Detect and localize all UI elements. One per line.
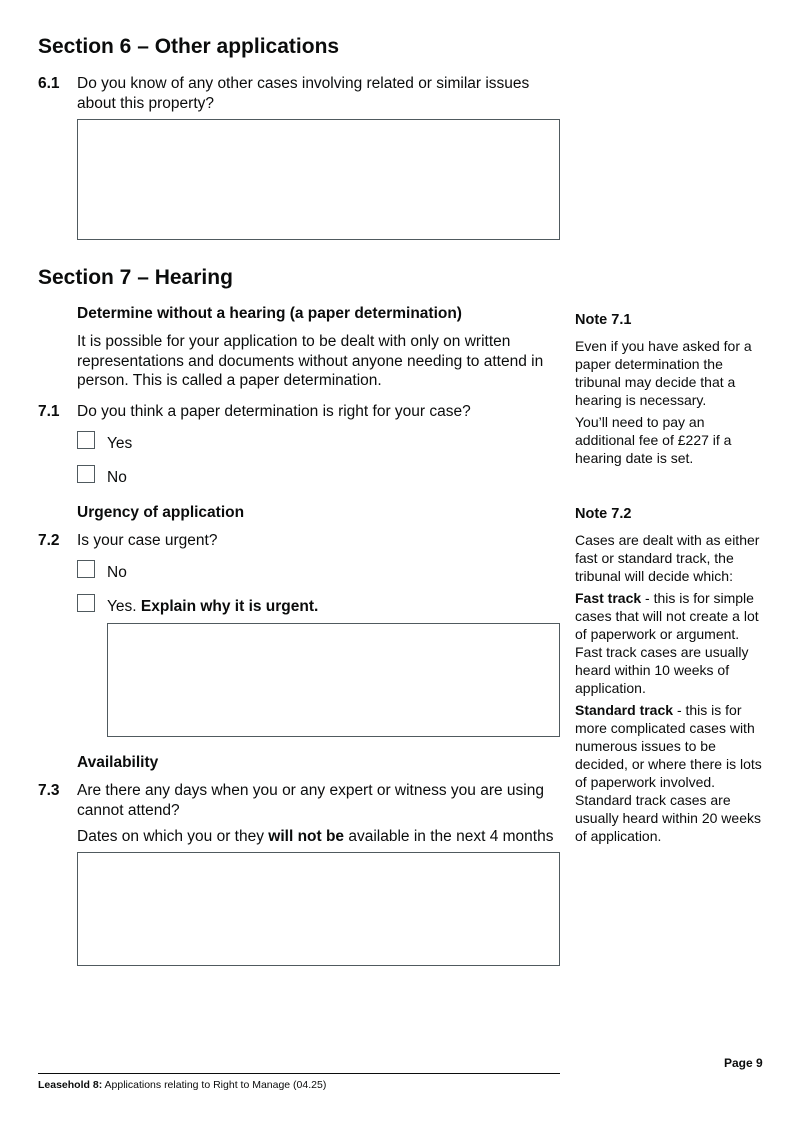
urgent-yes-label: Yes. Explain why it is urgent. bbox=[107, 598, 319, 615]
availability-heading: Availability bbox=[77, 754, 159, 771]
question-7-2-text: Is your case urgent? bbox=[77, 532, 218, 549]
urgency-explanation-input[interactable] bbox=[107, 623, 560, 737]
note-7-2-standard-track: Standard track - this is for more complicated cases with numerous issues to be decided, or where there is lots of paperwork involved. Standard track cases are usually heard within 20 weeks of application. bbox=[575, 702, 762, 844]
note-7-2-fast-track: Fast track - this is for simple cases that will not create a lot of paperwork or argument. Fast track cases are usually heard within 10 weeks of application. bbox=[575, 590, 759, 696]
footer-divider bbox=[38, 1073, 560, 1074]
unavailable-dates-label: Dates on which you or they will not be available in the next 4 months bbox=[77, 828, 554, 845]
note-7-2 bbox=[575, 531, 765, 849]
question-7-1-text: Do you think a paper determination is right for your case? bbox=[77, 403, 471, 420]
question-7-2-number: 7.2 bbox=[38, 532, 60, 549]
question-6-1-text: Do you know of any other cases involving related or similar issues about this property? bbox=[77, 75, 530, 112]
note-7-2-title: Note 7.2 bbox=[575, 506, 632, 522]
urgency-heading: Urgency of application bbox=[77, 504, 245, 521]
urgent-yes-checkbox[interactable] bbox=[77, 594, 95, 612]
note-7-1-paragraph-2: You’ll need to pay an additional fee of £227 if a hearing date is set. bbox=[575, 414, 732, 466]
footer-text: Leasehold 8: Applications relating to Right to Manage (04.25) bbox=[38, 1079, 327, 1091]
urgent-no-label: No bbox=[107, 564, 127, 581]
paper-determination-no-label: No bbox=[107, 469, 127, 486]
other-cases-input[interactable] bbox=[77, 119, 560, 240]
section-6-title: Section 6 – Other applications bbox=[38, 35, 340, 58]
paper-determination-text: It is possible for your application to be dealt with only on written representations and documents without anyone needing to attend in person. This is called a paper determination. bbox=[77, 333, 544, 389]
paper-determination-no-checkbox[interactable] bbox=[77, 465, 95, 483]
unavailable-dates-input[interactable] bbox=[77, 852, 560, 966]
question-7-1-number: 7.1 bbox=[38, 403, 60, 420]
paper-determination-heading: Determine without a hearing (a paper determination) bbox=[77, 305, 462, 322]
question-6-1-number: 6.1 bbox=[38, 75, 60, 92]
urgent-no-checkbox[interactable] bbox=[77, 560, 95, 578]
note-7-2-paragraph-1: Cases are dealt with as either fast or standard track, the tribunal will decide which: bbox=[575, 532, 760, 584]
note-7-1-title: Note 7.1 bbox=[575, 312, 632, 328]
note-7-1-paragraph-1: Even if you have asked for a paper determination the tribunal may decide that a hearing is necessary. bbox=[575, 338, 752, 408]
note-7-1 bbox=[575, 337, 765, 471]
paper-determination-yes-label: Yes bbox=[107, 435, 133, 452]
section-7-title: Section 7 – Hearing bbox=[38, 266, 233, 289]
question-7-3-number: 7.3 bbox=[38, 782, 60, 799]
paper-determination-yes-checkbox[interactable] bbox=[77, 431, 95, 449]
page-number: Page 9 bbox=[724, 1056, 763, 1070]
question-7-3-text: Are there any days when you or any expert or witness you are using cannot attend? bbox=[77, 782, 544, 819]
